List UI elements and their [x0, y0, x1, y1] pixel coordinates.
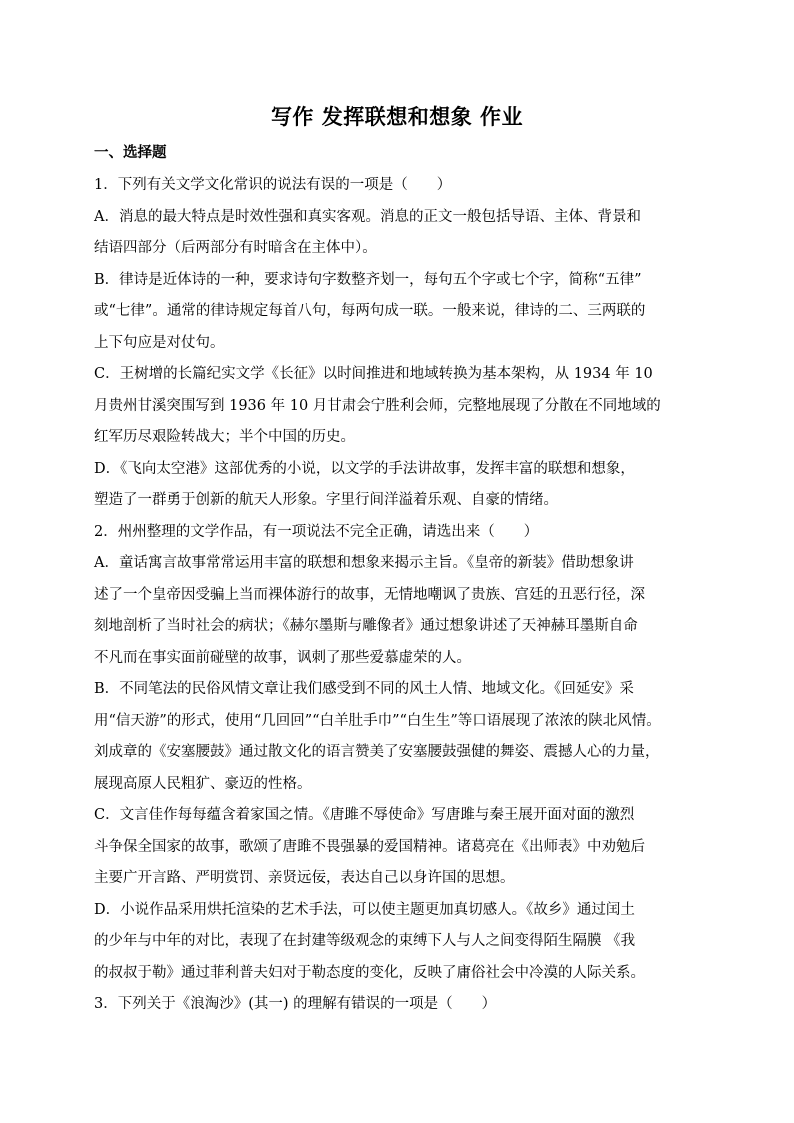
- question-1-option-c-line-1: C．王树增的长篇纪实文学《长征》以时间推进和地域转换为基本架构，从 1934 年 10: [94, 366, 653, 382]
- question-1-option-a-line-1: A．消息的最大特点是时效性强和真实客观。消息的正文一般包括导语、主体、背景和: [94, 208, 641, 225]
- question-2-option-a-line-1: A．童话寓言故事常常运用丰富的联想和想象来揭示主旨。《皇帝的新装》借助想象讲: [94, 555, 634, 571]
- question-1-option-c-line-3: 红军历尽艰险转战大；半个中国的历史。: [94, 429, 355, 445]
- question-2-option-b-line-1: B．不同笔法的民俗风情文章让我们感受到不同的风土人情、地域文化。《回延安》采: [94, 681, 634, 697]
- question-2-option-b-line-4: 展现高原人民粗犷、豪迈的性格。: [94, 775, 312, 792]
- question-3-stem: 3．下列关于《浪淘沙》(其一) 的理解有错误的一项是（ ）: [94, 996, 497, 1012]
- question-2-option-c-line-2: 斗争保全国家的故事，歌颂了唐雎不畏强暴的爱国精神。诸葛亮在《出师表》中劝勉后: [94, 838, 645, 855]
- question-1-option-b-line-3: 上下句应是对仗句。: [94, 334, 225, 351]
- question-1-option-c-line-2: 月贵州甘溪突围写到 1936 年 10 月甘肃会宁胜利会师，完整地展现了分散在不同地域的: [94, 397, 661, 414]
- question-2-option-a-line-4: 不凡而在事实面前碰壁的故事，讽刺了那些爱慕虚荣的人。: [94, 649, 471, 666]
- question-2-option-b-line-3: 刘成章的《安塞腰鼓》通过散文化的语言赞美了安塞腰鼓强健的舞姿、震撼人心的力量，: [94, 744, 660, 760]
- question-2-stem: 2．州州整理的文学作品，有一项说法不完全正确，请选出来（ ）: [94, 523, 539, 540]
- document-title: 写作 发挥联想和想象 作业: [270, 104, 524, 129]
- question-1-option-d-line-1: D．《飞向太空港》这部优秀的小说，以文学的手法讲故事，发挥丰富的联想和想象，: [94, 460, 635, 477]
- question-2-option-c-line-1: C．文言佳作每每蕴含着家国之情。《唐雎不辱使命》写唐雎与秦王展开面对面的激烈: [94, 807, 635, 823]
- question-2-option-d-line-2: 的少年与中年的对比，表现了在封建等级观念的束缚下人与人之间变得陌生隔膜 《我: [94, 933, 636, 949]
- question-1-option-b-line-2: 或“七律”。通常的律诗规定每首八句，每两句成一联。一般来说，律诗的二、三两联的: [94, 303, 646, 319]
- section-heading: 一、选择题: [94, 144, 167, 161]
- question-1-option-a-line-2: 结语四部分（后两部分有时暗含在主体中）。: [94, 240, 377, 256]
- document-body: [94, 140, 704, 1021]
- question-1-option-d-line-2: 塑造了一群勇于创新的航天人形象。字里行间洋溢着乐观、自豪的情绪。: [94, 492, 558, 508]
- question-2-option-b-line-2: 用“信天游”的形式，使用“几回回”“白羊肚手巾”“白生生”等口语展现了浓浓的陕北风情。: [94, 712, 661, 729]
- question-2-option-c-line-3: 主要广开言路、严明赏罚、亲贤远佞，表达自己以身许国的思想。: [94, 870, 515, 886]
- question-2-option-d-line-1: D．小说作品采用烘托渲染的艺术手法，可以使主题更加真切感人。《故乡》通过闰土: [94, 901, 635, 918]
- question-2-option-d-line-3: 的叔叔于勒》通过菲利普夫妇对于勒态度的变化，反映了庸俗社会中冷漠的人际关系。: [94, 964, 645, 981]
- question-2-option-a-line-3: 刻地剖析了当时社会的病状；《赫尔墨斯与雕像者》通过想象讲述了天神赫耳墨斯自命: [94, 618, 638, 634]
- question-2-option-a-line-2: 述了一个皇帝因受骗上当而裸体游行的故事，无情地嘲讽了贵族、宫廷的丑恶行径，深: [94, 586, 645, 603]
- question-1-option-b-line-1: B．律诗是近体诗的一种，要求诗句字数整齐划一，每句五个字或七个字，简称“五律”: [94, 271, 642, 288]
- question-1-stem: 1．下列有关文学文化常识的说法有误的一项是（ ）: [94, 177, 452, 193]
